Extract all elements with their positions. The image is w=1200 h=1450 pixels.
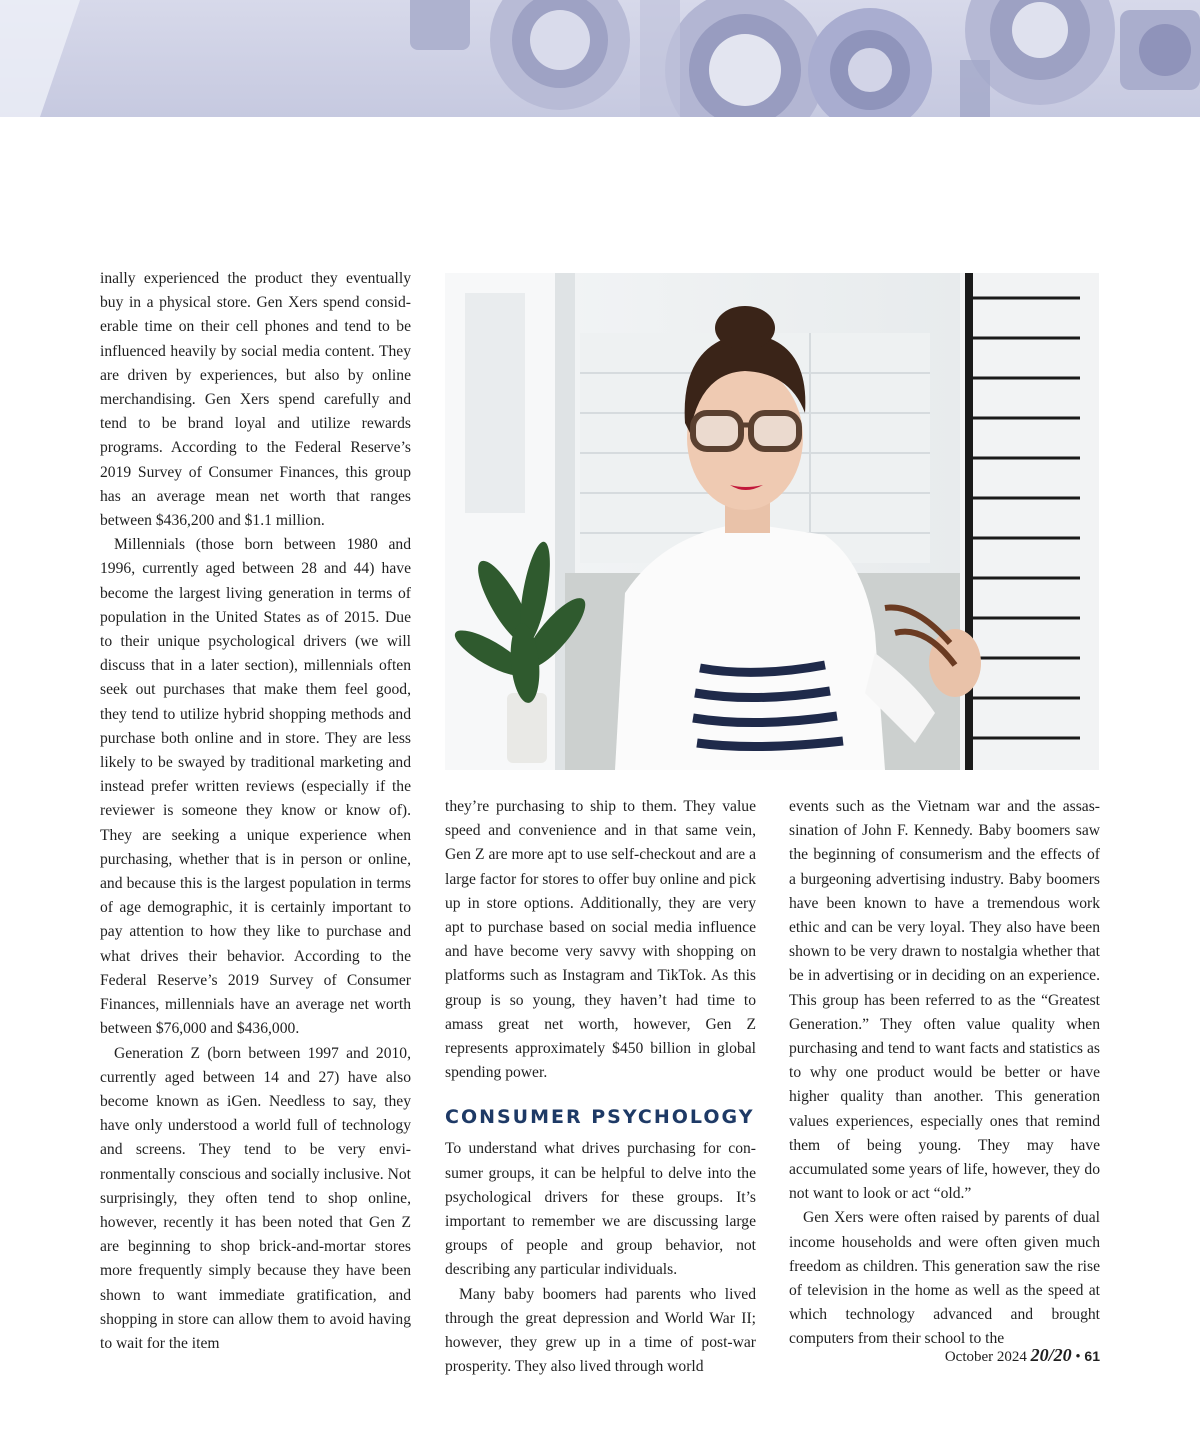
paragraph: Many baby boomers had parents who lived through the great depression and World War II; however, they grew up in a time of post-war prosperity. They also lived through world — [445, 1285, 756, 1376]
phoropter-illustration — [0, 0, 1200, 117]
magazine-name: 20/20 — [1030, 1345, 1072, 1365]
paragraph: Generation Z (born between 1997 and 2010, currently aged between 14 and 27) have also become known as iGen. Needless to say, they have only understood a world full of technology and screens. They tend to be very environmentally conscious and socially inclusive. Not surprisingly, they often tend to shop online, however, recently it has been noted that Gen Z are beginning to shop brick-and-mortar stores more frequently simply because they have been shown to want immediate gratification, and shopping in store can allow them to avoid having to wait for the item — [100, 1044, 411, 1352]
article-column-2 — [445, 795, 756, 1379]
paragraph: inally experienced the product they eventually buy in a physical store. Gen Xers spend considerable time on their cell phones and tend to be influenced heavily by social media content. They are driven by experiences, but also by online merchandising. Gen Xers spend carefully and tend to be brand loyal and utilize rewards programs. According to the Federal Reserve’s 2019 Survey of Consumer Finances, this group has an average mean net worth that ranges between $436,200 and $1.1 million. — [100, 270, 411, 530]
paragraph: To understand what drives purchasing for consumer groups, it can be helpful to delve into the psychological drivers for these groups. It’s important to remember we are discussing large groups of people and group behavior, not describing any particular individuals. — [445, 1140, 756, 1279]
optician-woman-photo — [445, 273, 1099, 770]
issue-date: October 2024 — [944, 1349, 1027, 1365]
page-footer — [900, 1345, 1100, 1367]
page-number: 61 — [1084, 1348, 1100, 1364]
footer-separator: • — [1075, 1349, 1081, 1365]
paragraph: they’re purchasing to ship to them. They value speed and convenience and in that same vein, Gen Z are more apt to use self-checkout and are a large factor for stores to offer buy online and pick up in store options. Additionally, they are very apt to purchase based on social media influence and have become very savvy with shopping on platforms such as Instagram and TikTok. As this group is so young, they haven’t had time to amass great net worth, however, Gen Z represents approximately $450 billion in global spending power. — [445, 798, 756, 1082]
paragraph: Gen Xers were often raised by parents of dual income households and were often given much freedom as children. This generation saw the rise of television in the home as well as the speed at which technology advanced and brought computers from their school to the — [789, 1209, 1100, 1348]
article-column-1 — [100, 267, 411, 1356]
section-heading: CONSUMER PSYCHOLOGY — [445, 1106, 755, 1129]
paragraph: events such as the Vietnam war and the assassination of John F. Kennedy. Baby boomers saw the beginning of consumerism and the effects of a burgeoning advertising industry. Baby boomers have been known to have a tremendous work ethic and can be very loyal. They also have been shown to be very drawn to nostalgia whether that be in advertising or in deciding on an experience. This group has been referred to as the “Greatest Generation.” They often value quality when purchasing and tend to want facts and statistics as to why one product would be better or have higher quality than another. This generation values experiences, especially ones that remind them of being young. They may have accumulated some years of life, however, they do not want to look or act “old.” — [789, 798, 1100, 1203]
article-photo — [445, 273, 1099, 770]
paragraph: Millennials (those born between 1980 and 1996, currently aged between 28 and 44) have become the largest living generation in terms of population in the United States as of 2015. Due to their unique psychological drivers (we will discuss that in a later section), millennials often seek out purchases that make them feel good, they tend to utilize hybrid shopping methods and purchase both online and in store. They are less likely to be swayed by traditional marketing and instead prefer written reviews (especially if the reviewer is someone they know or know of). They are seeking a unique experience when purchasing, whether that is in person or online, and because this is the largest population in terms of age demographic, it is certainly important to pay attention to how they like to purchase and what drives their behavior. According to the Federal Reserve’s 2019 Survey of Consumer Finances, millennials have an average net worth between $76,000 and $436,000. — [100, 536, 411, 1038]
article-column-3 — [789, 795, 1100, 1352]
header-banner-image — [0, 0, 1200, 117]
